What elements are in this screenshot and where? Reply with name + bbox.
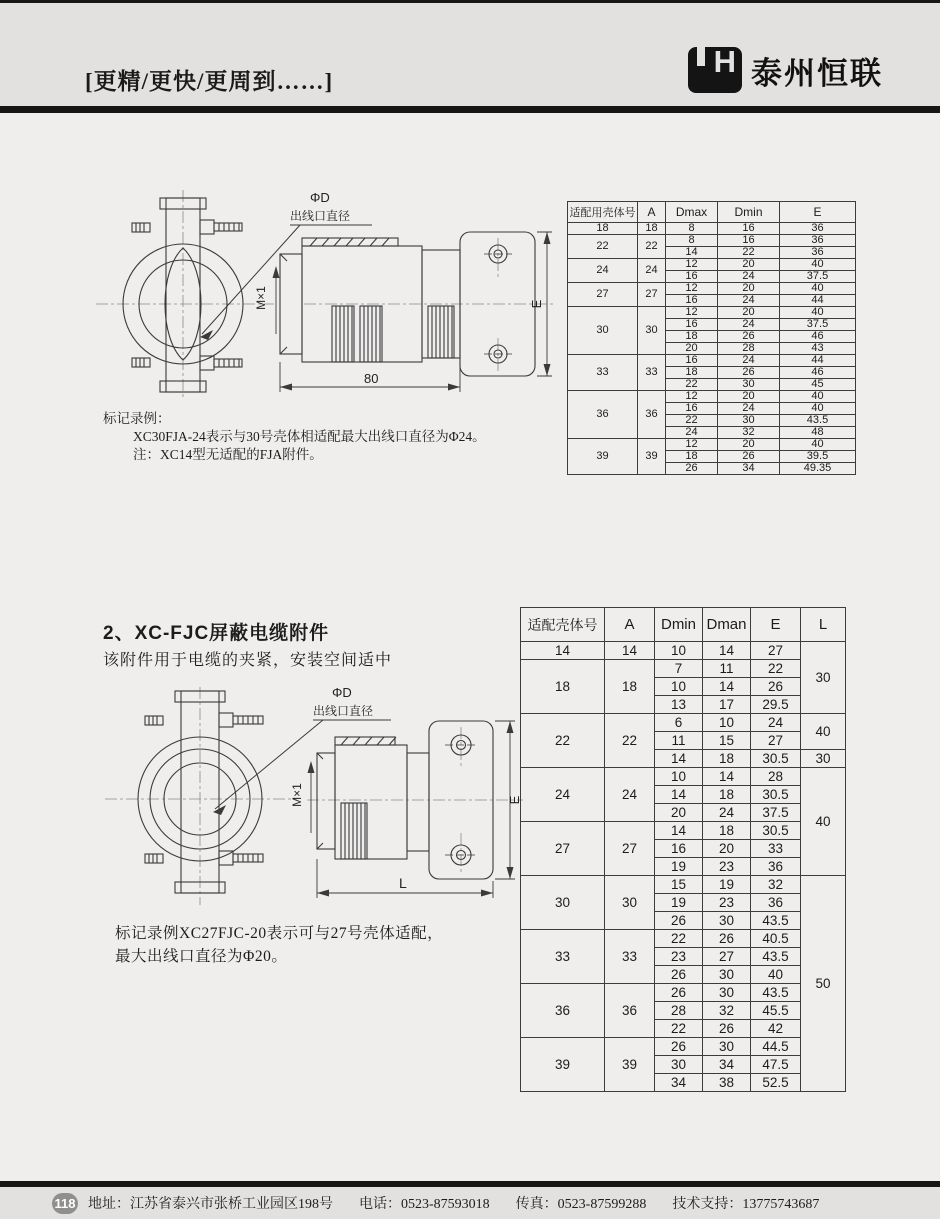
table-cell: 26 bbox=[751, 678, 801, 696]
table-cell: 12 bbox=[666, 283, 718, 295]
table-cell: 27 bbox=[751, 642, 801, 660]
table-cell: 24 bbox=[718, 355, 780, 367]
table-cell: 28 bbox=[718, 343, 780, 355]
table-cell: 18 bbox=[521, 660, 605, 714]
table-cell: 36 bbox=[605, 984, 655, 1038]
lh-logo-icon bbox=[688, 44, 742, 93]
note-line: 注：XC14型无适配的FJA附件。 bbox=[133, 447, 323, 462]
thread-label: M×1 bbox=[290, 783, 304, 807]
table-cell: 43.5 bbox=[751, 912, 801, 930]
column-header: L bbox=[801, 608, 846, 642]
table-cell: 24 bbox=[718, 295, 780, 307]
table-cell: 10 bbox=[655, 768, 703, 786]
dim-e bbox=[529, 232, 552, 376]
section2-subtitle: 该附件用于电缆的夹紧，安装空间适中 bbox=[103, 652, 393, 669]
table-cell: 40 bbox=[780, 283, 856, 295]
column-header: A bbox=[638, 202, 666, 223]
footer-label: 地址： bbox=[88, 1197, 130, 1212]
table-cell: 22 bbox=[666, 379, 718, 391]
table-cell: 12 bbox=[666, 307, 718, 319]
table-cell: 10 bbox=[703, 714, 751, 732]
table-cell: 16 bbox=[718, 223, 780, 235]
table-cell: 28 bbox=[751, 768, 801, 786]
table-cell: 30 bbox=[703, 966, 751, 984]
table-cell: 45.5 bbox=[751, 1002, 801, 1020]
table-cell: 18 bbox=[666, 331, 718, 343]
table-cell: 17 bbox=[703, 696, 751, 714]
table-row bbox=[521, 642, 846, 660]
table-cell: 36 bbox=[751, 858, 801, 876]
table-cell: 30.5 bbox=[751, 750, 801, 768]
table-cell: 23 bbox=[655, 948, 703, 966]
table-cell: 20 bbox=[718, 439, 780, 451]
table-cell: 14 bbox=[655, 786, 703, 804]
table-cell: 34 bbox=[718, 463, 780, 475]
outlet-diameter-label: 出线口直径 bbox=[313, 704, 374, 718]
phi-d-label: ΦD bbox=[310, 190, 330, 205]
header-rule bbox=[0, 106, 940, 113]
table-cell: 20 bbox=[655, 804, 703, 822]
table-cell: 26 bbox=[718, 451, 780, 463]
table-row bbox=[568, 439, 856, 451]
table-cell: 16 bbox=[655, 840, 703, 858]
fjc-marking-note bbox=[115, 922, 443, 968]
table-cell: 30 bbox=[655, 1056, 703, 1074]
table-cell: 11 bbox=[703, 660, 751, 678]
table-cell: 14 bbox=[605, 642, 655, 660]
table-cell: 39 bbox=[521, 1038, 605, 1092]
table-row bbox=[521, 930, 846, 948]
table-row bbox=[521, 768, 846, 786]
table-cell: 15 bbox=[655, 876, 703, 894]
table-header-row bbox=[521, 608, 846, 642]
table-cell: 10 bbox=[655, 642, 703, 660]
table-cell: 30 bbox=[568, 307, 638, 355]
table-cell: 26 bbox=[703, 930, 751, 948]
table-cell: 23 bbox=[703, 858, 751, 876]
table-cell: 27 bbox=[605, 822, 655, 876]
table-cell: 16 bbox=[666, 271, 718, 283]
table-cell: 40.5 bbox=[751, 930, 801, 948]
footer-fax bbox=[516, 1193, 647, 1213]
dim-length-80 bbox=[280, 362, 460, 392]
table-cell: 20 bbox=[703, 840, 751, 858]
e-dim-label: E bbox=[507, 795, 522, 805]
table-cell: 30 bbox=[801, 642, 846, 714]
table-cell: 18 bbox=[638, 223, 666, 235]
table-cell: 23 bbox=[703, 894, 751, 912]
table-cell: 30 bbox=[605, 876, 655, 930]
table-cell: 26 bbox=[655, 912, 703, 930]
table-cell: 36 bbox=[751, 894, 801, 912]
table-cell: 36 bbox=[780, 223, 856, 235]
footer-phone bbox=[359, 1193, 490, 1213]
dim-thread bbox=[254, 266, 280, 334]
table-cell: 16 bbox=[666, 403, 718, 415]
table-cell: 10 bbox=[655, 678, 703, 696]
table-cell: 36 bbox=[521, 984, 605, 1038]
table-cell: 19 bbox=[703, 876, 751, 894]
table-cell: 12 bbox=[666, 439, 718, 451]
page-header bbox=[0, 3, 940, 106]
thread-label: M×1 bbox=[254, 286, 268, 310]
fjc-table-header bbox=[521, 608, 846, 642]
table-row bbox=[521, 822, 846, 840]
table-cell: 33 bbox=[568, 355, 638, 391]
table-cell: 29.5 bbox=[751, 696, 801, 714]
table-header-row bbox=[568, 202, 856, 223]
column-header: E bbox=[780, 202, 856, 223]
table-cell: 44 bbox=[780, 355, 856, 367]
table-cell: 34 bbox=[703, 1056, 751, 1074]
table-cell: 27 bbox=[703, 948, 751, 966]
table-cell: 16 bbox=[666, 319, 718, 331]
table-cell: 16 bbox=[666, 355, 718, 367]
fjc-dimension-table bbox=[520, 607, 846, 1092]
footer-address bbox=[88, 1193, 333, 1213]
table-cell: 47.5 bbox=[751, 1056, 801, 1074]
table-cell: 18 bbox=[703, 786, 751, 804]
column-header: E bbox=[751, 608, 801, 642]
table-cell: 45 bbox=[780, 379, 856, 391]
table-cell: 26 bbox=[655, 966, 703, 984]
table-cell: 36 bbox=[638, 391, 666, 439]
phi-d-label: ΦD bbox=[332, 685, 352, 700]
table-cell: 37.5 bbox=[780, 319, 856, 331]
table-cell: 36 bbox=[780, 247, 856, 259]
table-cell: 24 bbox=[718, 319, 780, 331]
table-cell: 27 bbox=[638, 283, 666, 307]
note-line: XC30FJA-24表示与30号壳体相适配最大出线口直径为Φ24。 bbox=[133, 429, 486, 444]
table-cell: 16 bbox=[666, 295, 718, 307]
table-cell: 44.5 bbox=[751, 1038, 801, 1056]
table-cell: 39 bbox=[638, 439, 666, 475]
section2-title: 2、XC-FJC屏蔽电缆附件 bbox=[103, 623, 330, 644]
table-cell: 52.5 bbox=[751, 1074, 801, 1092]
table-cell: 12 bbox=[666, 259, 718, 271]
table-cell: 22 bbox=[638, 235, 666, 259]
table-cell: 19 bbox=[655, 894, 703, 912]
table-cell: 27 bbox=[521, 822, 605, 876]
phi-d-callout bbox=[200, 190, 372, 340]
table-cell: 22 bbox=[521, 714, 605, 768]
table-cell: 26 bbox=[703, 1020, 751, 1038]
table-cell: 18 bbox=[703, 822, 751, 840]
table-cell: 24 bbox=[751, 714, 801, 732]
table-cell: 37.5 bbox=[751, 804, 801, 822]
table-cell: 48 bbox=[780, 427, 856, 439]
table-cell: 18 bbox=[666, 367, 718, 379]
table-cell: 12 bbox=[666, 391, 718, 403]
fja-marking-note bbox=[103, 410, 486, 464]
table-cell: 16 bbox=[718, 235, 780, 247]
table-cell: 39 bbox=[568, 439, 638, 475]
table-cell: 40 bbox=[801, 768, 846, 876]
table-cell: 11 bbox=[655, 732, 703, 750]
table-row bbox=[521, 984, 846, 1002]
table-cell: 7 bbox=[655, 660, 703, 678]
table-cell: 33 bbox=[521, 930, 605, 984]
table-cell: 40 bbox=[780, 391, 856, 403]
footer-label: 电话： bbox=[359, 1197, 401, 1212]
table-cell: 6 bbox=[655, 714, 703, 732]
table-row bbox=[521, 1038, 846, 1056]
footer-label: 技术支持： bbox=[672, 1197, 743, 1212]
table-cell: 24 bbox=[703, 804, 751, 822]
table-cell: 14 bbox=[655, 750, 703, 768]
logo-notch bbox=[697, 47, 705, 66]
table-cell: 30 bbox=[718, 415, 780, 427]
table-cell: 30.5 bbox=[751, 822, 801, 840]
table-cell: 24 bbox=[638, 259, 666, 283]
table-cell: 44 bbox=[780, 295, 856, 307]
header-slogan: [更精/更快/更周到……] bbox=[85, 69, 334, 94]
table-cell: 14 bbox=[655, 822, 703, 840]
note-title: 标记录例： bbox=[103, 411, 171, 426]
table-cell: 46 bbox=[780, 367, 856, 379]
table-cell: 26 bbox=[666, 463, 718, 475]
table-cell: 20 bbox=[718, 391, 780, 403]
footer-value: 13775743687 bbox=[742, 1197, 820, 1212]
note-line: 标记录例XC27FJC-20表示可与27号壳体适配， bbox=[115, 925, 444, 942]
table-cell: 18 bbox=[568, 223, 638, 235]
logo-letter: H bbox=[713, 44, 736, 79]
table-cell: 30 bbox=[801, 750, 846, 768]
column-header: Dmin bbox=[718, 202, 780, 223]
table-cell: 24 bbox=[718, 271, 780, 283]
table-cell: 43 bbox=[780, 343, 856, 355]
table-cell: 33 bbox=[605, 930, 655, 984]
table-row bbox=[568, 307, 856, 319]
page-footer bbox=[0, 1187, 940, 1219]
table-row bbox=[568, 355, 856, 367]
table-cell: 50 bbox=[801, 876, 846, 1092]
table-cell: 27 bbox=[751, 732, 801, 750]
table-cell: 42 bbox=[751, 1020, 801, 1038]
table-cell: 39.5 bbox=[780, 451, 856, 463]
column-header: 适配壳体号 bbox=[521, 608, 605, 642]
table-cell: 33 bbox=[638, 355, 666, 391]
footer-label: 传真： bbox=[515, 1197, 558, 1212]
front-view bbox=[138, 691, 263, 893]
table-cell: 18 bbox=[666, 451, 718, 463]
e-dim-label: E bbox=[529, 299, 544, 309]
fjc-technical-drawing bbox=[95, 683, 525, 908]
table-cell: 30 bbox=[703, 984, 751, 1002]
page-number-badge: 118 bbox=[52, 1193, 78, 1214]
table-cell: 40 bbox=[780, 307, 856, 319]
table-cell: 30.5 bbox=[751, 786, 801, 804]
footer-value: 江苏省泰兴市张桥工业园区198号 bbox=[130, 1197, 333, 1212]
length-dim-label: 80 bbox=[364, 371, 379, 386]
table-cell: 30 bbox=[718, 379, 780, 391]
column-header: A bbox=[605, 608, 655, 642]
table-cell: 24 bbox=[666, 427, 718, 439]
brand-name: 泰州恒联 bbox=[751, 55, 883, 91]
table-cell: 14 bbox=[703, 678, 751, 696]
footer-value: 0523-87593018 bbox=[401, 1197, 490, 1212]
table-cell: 28 bbox=[655, 1002, 703, 1020]
table-row bbox=[568, 391, 856, 403]
table-row bbox=[521, 660, 846, 678]
fja-technical-drawing bbox=[88, 186, 558, 401]
table-cell: 30 bbox=[703, 912, 751, 930]
table-cell: 26 bbox=[718, 367, 780, 379]
table-cell: 14 bbox=[521, 642, 605, 660]
table-cell: 39 bbox=[605, 1038, 655, 1092]
table-cell: 15 bbox=[703, 732, 751, 750]
table-row bbox=[568, 259, 856, 271]
table-row bbox=[521, 876, 846, 894]
column-header: 适配用壳体号 bbox=[568, 202, 638, 223]
table-cell: 30 bbox=[521, 876, 605, 930]
table-cell: 32 bbox=[718, 427, 780, 439]
length-dim-label: L bbox=[399, 875, 407, 891]
table-cell: 40 bbox=[780, 403, 856, 415]
table-cell: 8 bbox=[666, 235, 718, 247]
table-cell: 36 bbox=[780, 235, 856, 247]
dim-thread bbox=[290, 761, 315, 833]
footer-support bbox=[672, 1193, 819, 1213]
table-cell: 20 bbox=[718, 283, 780, 295]
table-cell: 22 bbox=[605, 714, 655, 768]
column-header: Dmax bbox=[666, 202, 718, 223]
footer-value: 0523-87599288 bbox=[557, 1197, 647, 1212]
column-header: Dmin bbox=[655, 608, 703, 642]
table-cell: 20 bbox=[718, 307, 780, 319]
table-cell: 22 bbox=[655, 930, 703, 948]
outlet-diameter-label: 出线口直径 bbox=[290, 209, 351, 223]
table-cell: 14 bbox=[703, 768, 751, 786]
table-cell: 40 bbox=[751, 966, 801, 984]
table-row bbox=[568, 235, 856, 247]
fja-dimension-table bbox=[567, 201, 856, 475]
table-cell: 40 bbox=[801, 714, 846, 750]
table-cell: 13 bbox=[655, 696, 703, 714]
table-cell: 26 bbox=[655, 1038, 703, 1056]
table-row bbox=[521, 714, 846, 732]
note-line: 最大出线口直径为Φ20。 bbox=[115, 948, 288, 965]
table-cell: 40 bbox=[780, 439, 856, 451]
table-cell: 14 bbox=[703, 642, 751, 660]
table-cell: 27 bbox=[568, 283, 638, 307]
table-cell: 43.5 bbox=[751, 984, 801, 1002]
table-cell: 43.5 bbox=[751, 948, 801, 966]
table-cell: 22 bbox=[655, 1020, 703, 1038]
table-cell: 32 bbox=[703, 1002, 751, 1020]
table-cell: 32 bbox=[751, 876, 801, 894]
table-cell: 24 bbox=[605, 768, 655, 822]
table-cell: 24 bbox=[521, 768, 605, 822]
table-cell: 20 bbox=[666, 343, 718, 355]
table-cell: 22 bbox=[751, 660, 801, 678]
table-cell: 34 bbox=[655, 1074, 703, 1092]
column-header: Dman bbox=[703, 608, 751, 642]
table-cell: 24 bbox=[568, 259, 638, 283]
table-cell: 26 bbox=[718, 331, 780, 343]
table-cell: 38 bbox=[703, 1074, 751, 1092]
table-cell: 37.5 bbox=[780, 271, 856, 283]
table-cell: 20 bbox=[718, 259, 780, 271]
table-cell: 36 bbox=[568, 391, 638, 439]
table-cell: 22 bbox=[568, 235, 638, 259]
table-cell: 18 bbox=[703, 750, 751, 768]
table-cell: 49.35 bbox=[780, 463, 856, 475]
table-cell: 30 bbox=[638, 307, 666, 355]
table-cell: 22 bbox=[718, 247, 780, 259]
company-logo bbox=[688, 44, 883, 93]
table-cell: 19 bbox=[655, 858, 703, 876]
table-cell: 14 bbox=[666, 247, 718, 259]
table-cell: 30 bbox=[703, 1038, 751, 1056]
table-cell: 43.5 bbox=[780, 415, 856, 427]
table-cell: 24 bbox=[718, 403, 780, 415]
table-cell: 40 bbox=[780, 259, 856, 271]
table-cell: 8 bbox=[666, 223, 718, 235]
table-row bbox=[568, 223, 856, 235]
fja-table-header bbox=[568, 202, 856, 223]
table-cell: 26 bbox=[655, 984, 703, 1002]
table-cell: 46 bbox=[780, 331, 856, 343]
table-row bbox=[568, 283, 856, 295]
table-cell: 18 bbox=[605, 660, 655, 714]
table-cell: 22 bbox=[666, 415, 718, 427]
table-cell: 33 bbox=[751, 840, 801, 858]
